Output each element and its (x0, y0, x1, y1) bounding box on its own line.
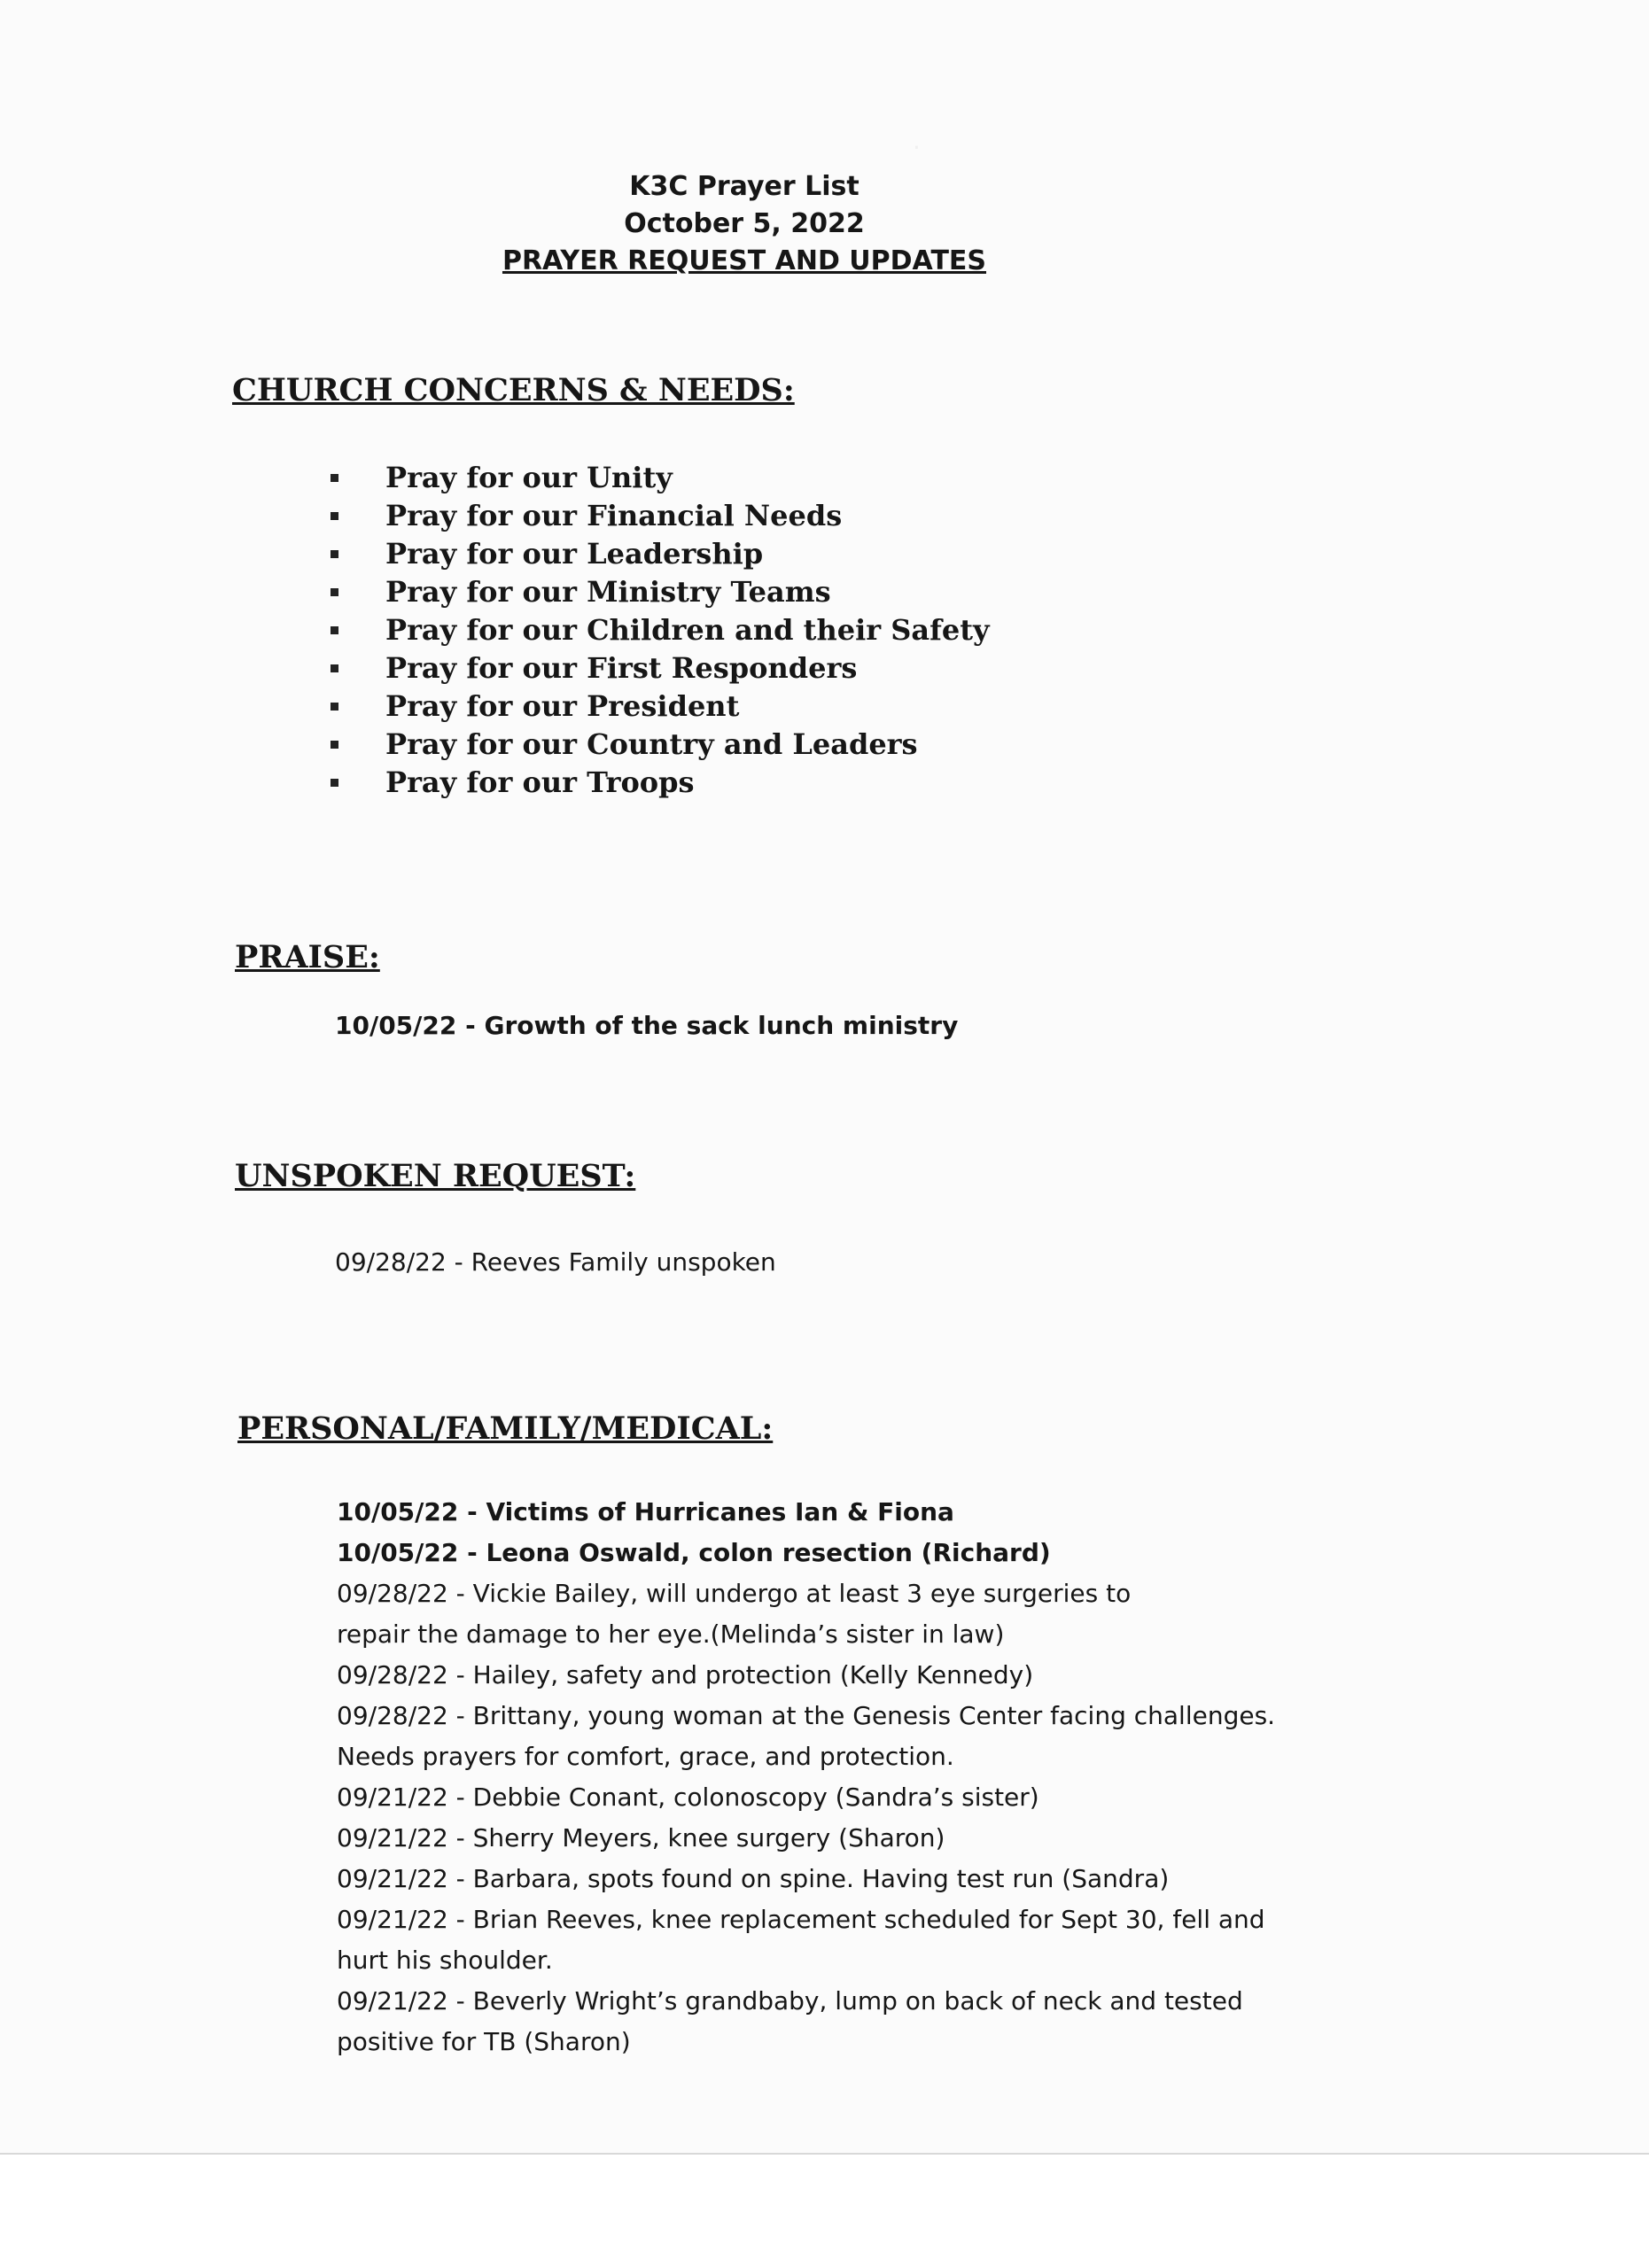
square-bullet-icon (331, 779, 338, 787)
personal-entry: 09/28/22 - Vickie Bailey, will undergo at least 3 eye surgeries to (337, 1579, 1132, 1608)
square-bullet-icon (331, 512, 338, 520)
personal-entry: 10/05/22 - Leona Oswald, colon resection (Richard) (337, 1538, 1051, 1567)
document-title: K3C Prayer List (629, 171, 860, 202)
square-bullet-icon (331, 626, 338, 634)
list-item: Pray for our Children and their Safety (328, 611, 990, 649)
square-bullet-icon (331, 741, 338, 749)
personal-entry: 09/21/22 - Brian Reeves, knee replacement scheduled for Sept 30, fell and (337, 1905, 1265, 1934)
bleed-through-text (913, 133, 921, 162)
personal-entry: 09/21/22 - Beverly Wright’s grandbaby, lump on back of neck and tested (337, 1986, 1243, 2016)
document-subtitle: PRAYER REQUEST AND UPDATES (502, 245, 987, 276)
square-bullet-icon (331, 474, 338, 482)
unspoken-request-heading: UNSPOKEN REQUEST: (235, 1158, 636, 1194)
square-bullet-icon (331, 664, 338, 672)
personal-entry-continued: repair the damage to her eye.(Melinda’s sister in law) (337, 1619, 1005, 1649)
personal-entry: 09/28/22 - Brittany, young woman at the Genesis Center facing challenges. (337, 1701, 1276, 1730)
personal-entry-continued: positive for TB (Sharon) (337, 2027, 631, 2056)
church-concerns-heading: CHURCH CONCERNS & NEEDS: (232, 372, 795, 408)
list-item: Pray for our President (328, 687, 990, 726)
list-item: Pray for our Financial Needs (328, 497, 990, 535)
personal-entry: 09/28/22 - Hailey, safety and protection (Kelly Kennedy) (337, 1660, 1034, 1689)
personal-entry: 09/21/22 - Sherry Meyers, knee surgery (Sharon) (337, 1823, 945, 1852)
praise-heading: PRAISE: (235, 939, 380, 975)
personal-entry-continued: Needs prayers for comfort, grace, and protection. (337, 1742, 954, 1771)
square-bullet-icon (331, 550, 338, 558)
personal-entries (337, 1492, 1347, 2062)
list-item: Pray for our Unity (328, 459, 990, 497)
praise-entries (335, 1006, 1398, 1046)
list-item: Pray for our Ministry Teams (328, 573, 990, 611)
personal-family-medical-heading: PERSONAL/FAMILY/MEDICAL: (237, 1410, 774, 1447)
praise-entry: 10/05/22 - Growth of the sack lunch ministry (335, 1011, 959, 1040)
square-bullet-icon (331, 588, 338, 596)
unspoken-entries (335, 1242, 1398, 1283)
list-item: Pray for our Troops (328, 764, 990, 802)
document-date: October 5, 2022 (624, 208, 865, 239)
list-item: Pray for our Country and Leaders (328, 726, 990, 764)
list-item: Pray for our Leadership (328, 535, 990, 573)
list-item: Pray for our First Responders (328, 649, 990, 687)
personal-entry: 09/21/22 - Debbie Conant, colonoscopy (Sandra’s sister) (337, 1783, 1039, 1812)
church-concerns-list (328, 459, 990, 802)
square-bullet-icon (331, 703, 338, 711)
personal-entry-continued: hurt his shoulder. (337, 1946, 553, 1975)
scan-margin (0, 2155, 1649, 2268)
personal-entry: 10/05/22 - Victims of Hurricanes Ian & Fiona (337, 1497, 954, 1526)
document-header (0, 168, 1489, 280)
unspoken-entry: 09/28/22 - Reeves Family unspoken (335, 1247, 776, 1277)
personal-entry: 09/21/22 - Barbara, spots found on spine. Having test run (Sandra) (337, 1864, 1170, 1893)
